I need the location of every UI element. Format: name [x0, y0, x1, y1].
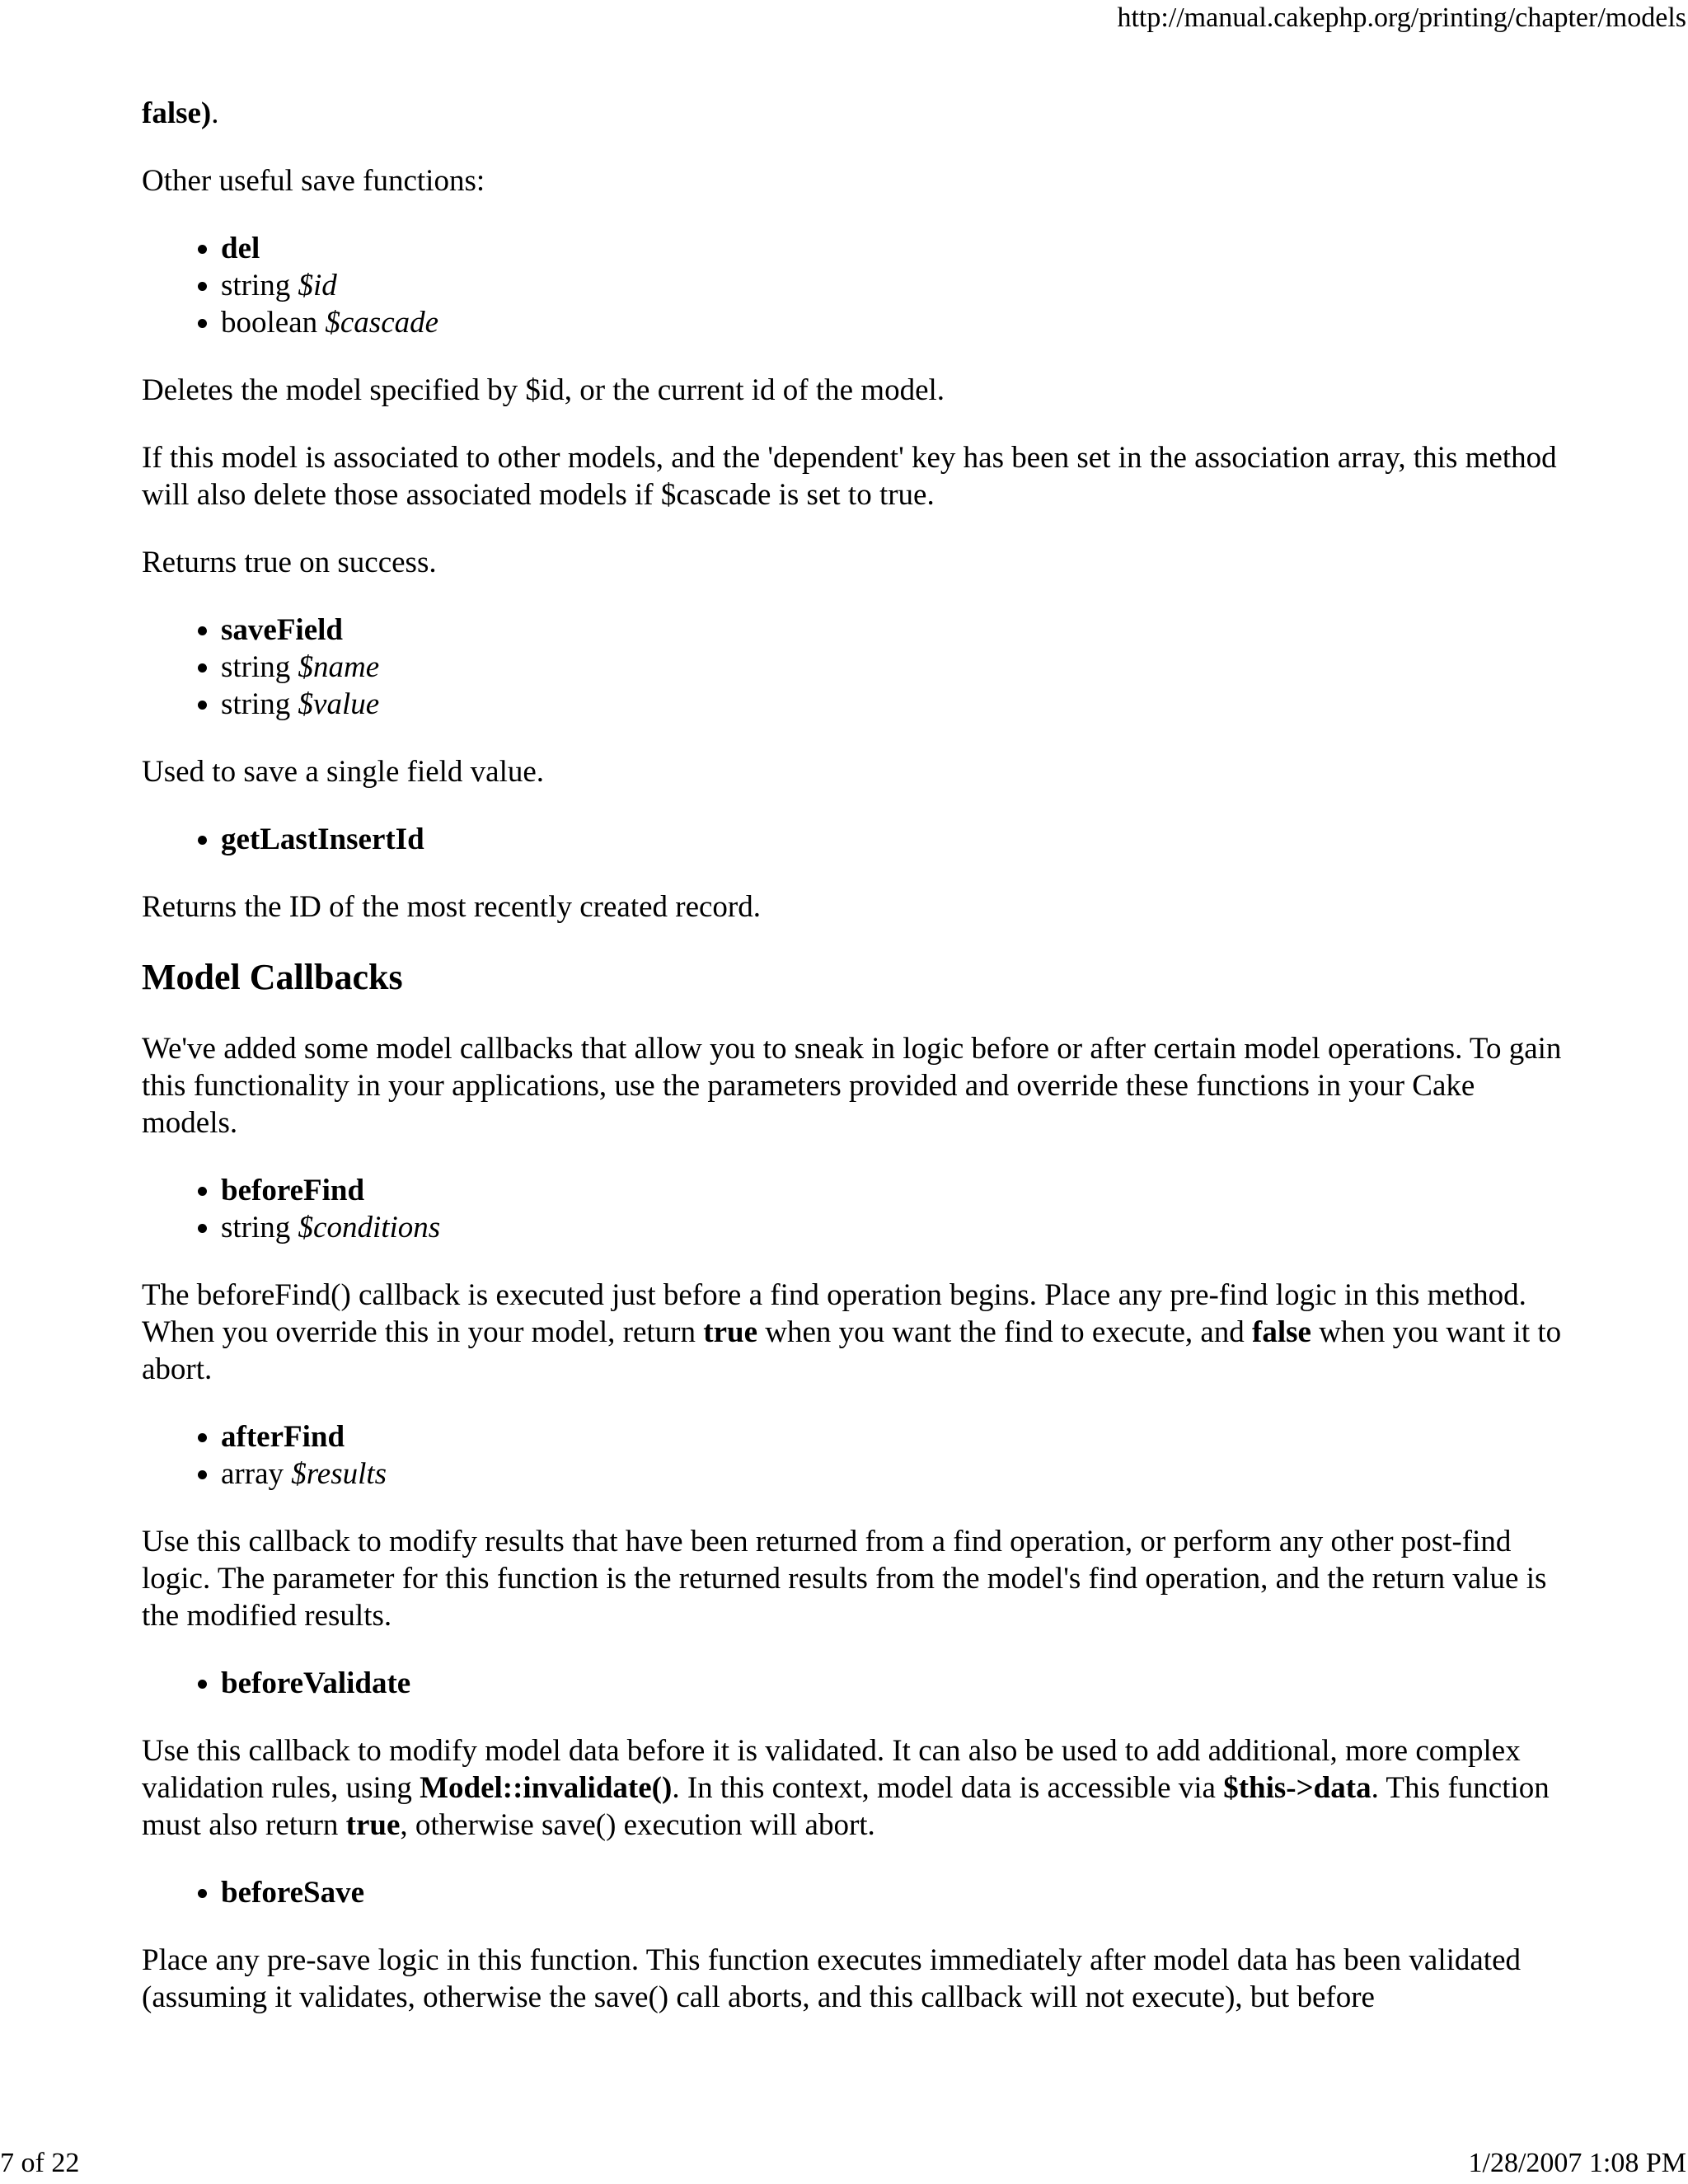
text-segment: . This function must also return	[142, 1771, 1550, 1842]
text-segment: , otherwise save() execution will abort.	[400, 1808, 875, 1842]
getlastinsertid-signature-list	[142, 821, 1576, 858]
param-type: string	[221, 1211, 298, 1244]
beforevalidate-signature-list	[142, 1665, 1576, 1702]
manual-content	[142, 95, 1576, 2046]
list-item	[221, 304, 1576, 341]
model-callbacks-heading: Model Callbacks	[142, 957, 403, 997]
beforesave-signature-list	[142, 1874, 1576, 1911]
keyword-false: false	[1252, 1315, 1311, 1349]
callbacks-intro: We've added some model callbacks that allow you to sneak in logic before or after certain model operations. To gain this functionality in your applications, use the parameters provided and override these functions in your Cake models.	[142, 1032, 1562, 1140]
beforevalidate-description	[142, 1732, 1576, 1844]
beforesave-description: Place any pre-save logic in this function. This function executes immediately after model data has been validated (assuming it validates, otherwise the save() call aborts, and this callback will not execute), but before	[142, 1943, 1522, 2014]
afterfind-description: Use this callback to modify results that have been returned from a find operation, or perform any other post-find logic. The parameter for this function is the returned results from the model's find operation, and the return value is the modified results.	[142, 1525, 1547, 1633]
beforefind-signature-list	[142, 1172, 1576, 1246]
del-cascade-description: If this model is associated to other models, and the 'dependent' key has been set in the association array, this method will also delete those associated models if $cascade is set to true.	[142, 441, 1557, 512]
param-type: string	[221, 650, 298, 684]
function-name-del: del	[221, 232, 260, 265]
list-item	[221, 612, 1576, 649]
param-type: array	[221, 1457, 292, 1491]
del-description: Deletes the model specified by $id, or the current id of the model.	[142, 373, 945, 407]
print-footer-page-count: 7 of 22	[0, 2148, 80, 2178]
savefield-description: Used to save a single field value.	[142, 755, 545, 789]
list-item	[221, 1665, 1576, 1702]
afterfind-signature-list	[142, 1418, 1576, 1493]
param-var: $value	[298, 687, 380, 721]
function-name-beforefind: beforeFind	[221, 1174, 365, 1207]
del-signature-list	[142, 230, 1576, 341]
function-name-afterfind: afterFind	[221, 1420, 345, 1454]
function-name-beforevalidate: beforeValidate	[221, 1666, 411, 1700]
function-name-beforesave: beforeSave	[221, 1876, 364, 1910]
param-type: string	[221, 687, 298, 721]
list-item	[221, 267, 1576, 304]
param-var: $cascade	[325, 306, 439, 340]
del-returns-description: Returns true on success.	[142, 546, 437, 579]
keyword-true: true	[703, 1315, 757, 1349]
list-item	[221, 821, 1576, 858]
print-header-url: http://manual.cakephp.org/printing/chapter/models	[1117, 2, 1686, 33]
keyword-invalidate: Model::invalidate()	[420, 1771, 673, 1805]
text-segment: Use this callback to modify model data before it is validated. It can also be used to add additional, more complex validation rules, using	[142, 1734, 1521, 1805]
param-type: boolean	[221, 306, 326, 340]
keyword-true: true	[345, 1808, 401, 1842]
false-fragment-bold: false)	[142, 96, 212, 130]
list-item	[221, 1418, 1576, 1455]
list-item	[221, 1874, 1576, 1911]
param-var: $id	[298, 269, 337, 302]
list-item	[221, 1455, 1576, 1493]
param-type: string	[221, 269, 298, 302]
savefield-signature-list	[142, 612, 1576, 723]
list-item	[221, 1172, 1576, 1209]
list-item	[221, 649, 1576, 686]
other-save-functions-text: Other useful save functions:	[142, 164, 485, 198]
param-var: $results	[291, 1457, 387, 1491]
list-item	[221, 686, 1576, 723]
text-segment: when you want the find to execute, and	[757, 1315, 1253, 1349]
list-item	[221, 230, 1576, 267]
text-segment: when you want it to abort.	[142, 1315, 1562, 1386]
param-var: $name	[298, 650, 380, 684]
function-name-getlastinsertid: getLastInsertId	[221, 823, 424, 856]
false-fragment	[142, 95, 1576, 132]
beforefind-description	[142, 1277, 1576, 1388]
print-footer-datetime: 1/28/2007 1:08 PM	[1468, 2148, 1686, 2178]
function-name-savefield: saveField	[221, 613, 343, 647]
keyword-this-data: $this->data	[1223, 1771, 1372, 1805]
text-segment: The beforeFind() callback is executed just before a find operation begins. Place any pre-find logic in this method. When you override this in your model, return	[142, 1278, 1526, 1349]
param-var: $conditions	[298, 1211, 441, 1244]
text-segment: . In this context, model data is accessible via	[672, 1771, 1224, 1805]
list-item	[221, 1209, 1576, 1246]
getlastinsertid-description: Returns the ID of the most recently created record.	[142, 890, 762, 924]
false-fragment-period: .	[211, 96, 219, 130]
